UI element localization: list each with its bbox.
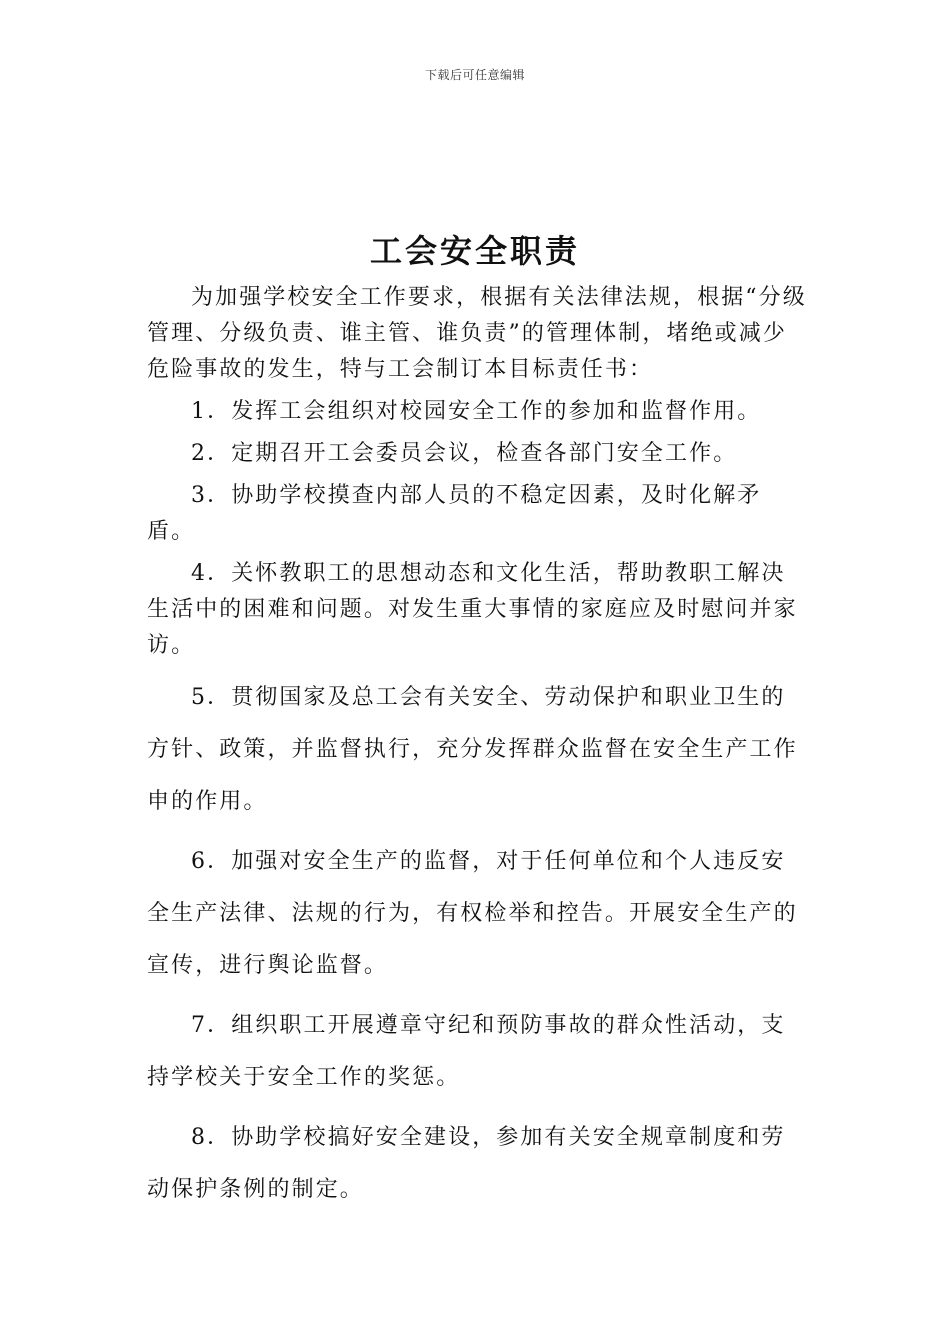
- duty-item-2: 2．定期召开工会委员会议，检查各部门安全工作。: [191, 441, 738, 466]
- duty-item-3: 3．协助学校摸查内部人员的不稳定因素，及时化解矛盾。: [147, 483, 762, 544]
- duty-item-1: 1．发挥工会组织对校园安全工作的参加和监督作用。: [191, 399, 762, 424]
- intro-paragraph: 为加强学校安全工作要求，根据有关法律法规，根据“分级管理、分级负责、谁主管、谁负责”的管理体制，堵绝或减少危险事故的发生，特与工会制订本目标责任书：: [147, 285, 807, 382]
- document-body: [147, 280, 807, 1216]
- document-title: 工会安全职责: [369, 232, 580, 270]
- download-note: 下载后可任意编辑: [424, 68, 525, 82]
- duty-item-5: 5．贯彻国家及总工会有关安全、劳动保护和职业卫生的方针、政策，并监督执行，充分发挥群众监督在安全生产工作申的作用。: [147, 685, 798, 814]
- duty-item-6: 6．加强对安全生产的监督，对于任何单位和个人违反安全生产法律、法规的行为，有权检举和控告。开展安全生产的宣传，进行舆论监督。: [147, 849, 798, 978]
- duty-item-8: 8．协助学校搞好安全建设，参加有关安全规章制度和劳动保护条例的制定。: [147, 1125, 786, 1202]
- duty-item-7: 7．组织职工开展遵章守纪和预防事故的群众性活动，支持学校关于安全工作的奖惩。: [147, 1013, 786, 1090]
- duty-item-4: 4．关怀教职工的思想动态和文化生活，帮助教职工解决生活中的困难和问题。对发生重大事情的家庭应及时慰问并家访。: [147, 561, 798, 658]
